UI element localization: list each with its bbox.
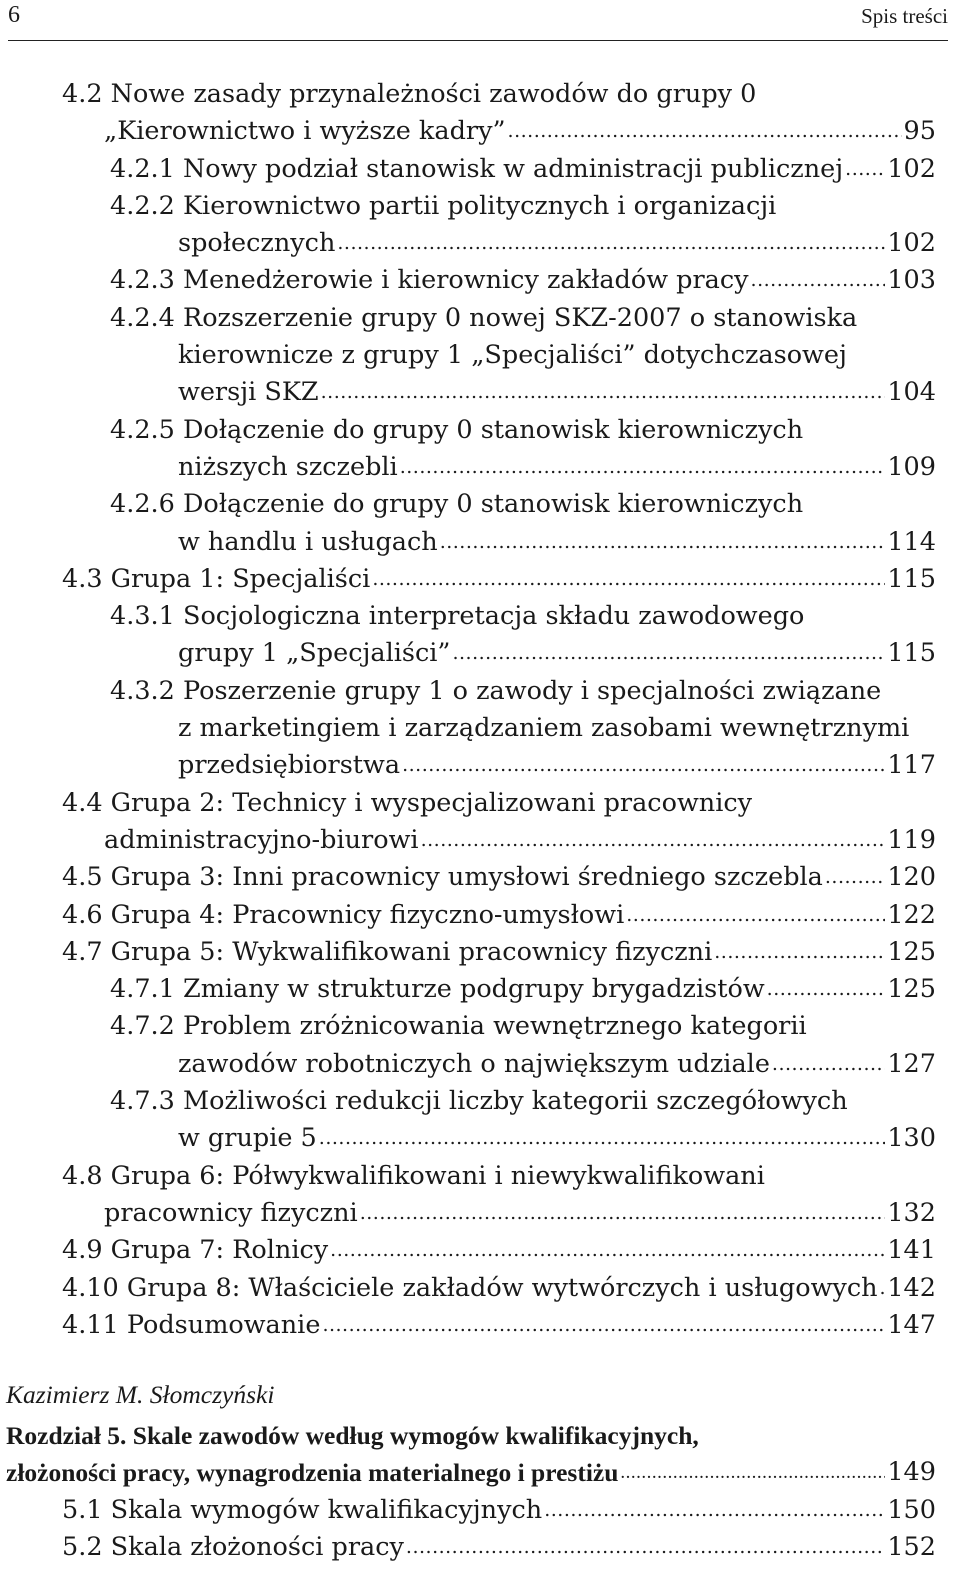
toc-entry-line bbox=[62, 1232, 960, 1269]
toc-page-number: 117 bbox=[887, 750, 936, 781]
toc-entry-line bbox=[178, 337, 960, 374]
toc-entry[interactable] bbox=[0, 188, 960, 263]
toc-entry-line bbox=[62, 897, 960, 934]
toc-entry-line bbox=[178, 710, 960, 747]
toc-entry-title: 4.7 Grupa 5: Wykwalifikowani pracownicy fizyczni bbox=[62, 936, 713, 967]
toc-entry-line bbox=[110, 412, 960, 449]
toc-entry-line bbox=[62, 1492, 960, 1529]
page-header bbox=[8, 0, 948, 41]
toc-entry-title: administracyjno-biurowi bbox=[104, 824, 419, 855]
toc-entry-line bbox=[62, 1307, 960, 1344]
toc-page-number: 115 bbox=[887, 563, 936, 594]
toc-entry-title: 4.11 Podsumowanie bbox=[62, 1309, 321, 1340]
toc-entry-line bbox=[6, 1454, 936, 1491]
toc-page-number: 141 bbox=[887, 1235, 936, 1266]
toc-leader-dots bbox=[337, 225, 885, 262]
toc-entry-title: 4.2.4 Rozszerzenie grupy 0 nowej SKZ-2007 o stanowiska bbox=[110, 302, 858, 333]
toc-leader-dots bbox=[825, 859, 885, 896]
toc-page-number: 114 bbox=[887, 526, 936, 557]
toc-entry-line bbox=[110, 971, 960, 1008]
toc-leader-dots bbox=[772, 1046, 885, 1083]
toc-leader-dots bbox=[406, 1529, 885, 1566]
toc-entry-title: 4.3.2 Poszerzenie grupy 1 o zawody i specjalności związane bbox=[110, 675, 882, 706]
toc-leader-dots bbox=[360, 1195, 886, 1232]
running-title: Spis treści bbox=[861, 4, 948, 28]
toc-entry-line bbox=[62, 859, 960, 896]
toc-entry-line bbox=[62, 561, 960, 598]
toc-entry[interactable] bbox=[0, 785, 960, 860]
toc-entry[interactable] bbox=[0, 598, 960, 673]
toc-entry-line bbox=[178, 635, 960, 672]
toc-entry-title: społecznych bbox=[178, 228, 336, 259]
toc-entry[interactable] bbox=[0, 1008, 960, 1083]
toc-entry-title: kierownicze z grupy 1 „Specjaliści” dotychczasowej bbox=[178, 340, 847, 371]
toc-entry[interactable] bbox=[0, 971, 960, 1008]
toc-entry-title: 4.7.1 Zmiany w strukturze podgrupy brygadzistów bbox=[110, 974, 765, 1005]
toc-entry-line bbox=[110, 262, 960, 299]
toc-entry-title: 4.5 Grupa 3: Inni pracownicy umysłowi średniego szczebla bbox=[62, 862, 823, 893]
toc-entry[interactable] bbox=[0, 1232, 960, 1269]
toc-entry-line bbox=[110, 673, 960, 710]
toc-entry[interactable] bbox=[0, 1529, 960, 1566]
toc-entry-title: Rozdział 5. Skale zawodów według wymogów kwalifikacyjnych, bbox=[6, 1421, 699, 1450]
toc-entry-line bbox=[178, 225, 960, 262]
toc-entry-title: z marketingiem i zarządzaniem zasobami wewnętrznymi bbox=[178, 713, 910, 744]
toc-entry-line bbox=[178, 449, 960, 486]
toc-leader-dots bbox=[322, 1307, 885, 1344]
toc-entry-title: „Kierownictwo i wyższe kadry” bbox=[104, 116, 506, 147]
toc-entry[interactable] bbox=[0, 1270, 960, 1307]
toc-entry-line bbox=[62, 1158, 960, 1195]
toc-entry-title: w handlu i usługach bbox=[178, 526, 438, 557]
toc-entry-line bbox=[104, 822, 960, 859]
toc-entry-title: wersji SKZ bbox=[178, 377, 319, 408]
toc-entry-title: 4.4 Grupa 2: Technicy i wyspecjalizowani pracownicy bbox=[62, 787, 753, 818]
toc-leader-dots bbox=[452, 635, 885, 672]
toc-leader-dots bbox=[880, 1270, 886, 1307]
toc-page-number: 102 bbox=[887, 228, 936, 259]
toc-entry-title: przedsiębiorstwa bbox=[178, 750, 401, 781]
toc-entry-title: 4.10 Grupa 8: Właściciele zakładów wytwórczych i usługowych bbox=[62, 1272, 878, 1303]
toc-entry-title: 4.9 Grupa 7: Rolnicy bbox=[62, 1235, 329, 1266]
toc-entry-line bbox=[110, 300, 960, 337]
toc-entry-line bbox=[62, 934, 960, 971]
toc-page-number: 152 bbox=[887, 1532, 936, 1563]
toc-entry-line bbox=[104, 1195, 960, 1232]
toc-page-number: 120 bbox=[887, 862, 936, 893]
toc-entry-title: złożoności pracy, wynagrodzenia materialnego i prestiżu bbox=[6, 1458, 619, 1488]
toc-entry-line bbox=[178, 524, 960, 561]
toc-leader-dots bbox=[620, 1454, 885, 1491]
table-of-contents bbox=[0, 76, 960, 1344]
toc-entry-line bbox=[62, 76, 960, 113]
toc-entry-title: 4.2 Nowe zasady przynależności zawodów do grupy 0 bbox=[62, 79, 757, 109]
toc-entry-title: 5.1 Skala wymogów kwalifikacyjnych bbox=[62, 1495, 543, 1525]
toc-page-number: 104 bbox=[887, 377, 936, 408]
toc-entry-line bbox=[6, 1417, 936, 1454]
toc-entry[interactable] bbox=[0, 1307, 960, 1344]
toc-page-number: 119 bbox=[887, 824, 936, 855]
toc-entry-title: 4.2.5 Dołączenie do grupy 0 stanowisk kierowniczych bbox=[110, 414, 804, 445]
toc-entry[interactable] bbox=[0, 1492, 960, 1529]
toc-page-number: 149 bbox=[887, 1457, 936, 1488]
toc-entry-line bbox=[62, 1529, 960, 1566]
toc-entry-title: 4.8 Grupa 6: Półwykwalifikowani i niewykwalifikowani bbox=[62, 1160, 765, 1191]
toc-entry[interactable] bbox=[0, 897, 960, 934]
toc-leader-dots bbox=[372, 561, 885, 598]
toc-entry-line bbox=[110, 1083, 960, 1120]
toc-page-number: 103 bbox=[887, 265, 936, 296]
toc-page-number: 130 bbox=[887, 1123, 936, 1154]
toc-page-number: 115 bbox=[887, 638, 936, 669]
toc-entry[interactable] bbox=[0, 151, 960, 188]
toc-leader-dots bbox=[508, 113, 902, 150]
toc-entry-line bbox=[110, 598, 960, 635]
toc-entry-title: 4.2.3 Menedżerowie i kierownicy zakładów pracy bbox=[110, 265, 749, 296]
toc-leader-dots bbox=[330, 1232, 885, 1269]
toc-entry[interactable] bbox=[0, 1158, 960, 1233]
toc-entry[interactable] bbox=[0, 561, 960, 598]
toc-leader-dots bbox=[544, 1492, 885, 1529]
toc-entry-title: 4.7.2 Problem zróżnicowania wewnętrznego kategorii bbox=[110, 1011, 807, 1042]
toc-page-number: 142 bbox=[887, 1272, 936, 1303]
toc-entry-title: grupy 1 „Specjaliści” bbox=[178, 638, 451, 669]
toc-page-number: 125 bbox=[887, 974, 936, 1005]
toc-page-number: 109 bbox=[887, 451, 936, 482]
toc-entry-line bbox=[62, 1270, 960, 1307]
toc-leader-dots bbox=[319, 1120, 886, 1157]
toc-entry[interactable] bbox=[0, 76, 960, 151]
toc-leader-dots bbox=[626, 897, 885, 934]
toc-entry-line bbox=[110, 1008, 960, 1045]
toc-entry[interactable] bbox=[0, 412, 960, 487]
toc-page-number: 102 bbox=[887, 153, 936, 184]
toc-entry[interactable] bbox=[0, 300, 960, 412]
toc-entry[interactable] bbox=[6, 1417, 936, 1492]
toc-entry[interactable] bbox=[0, 673, 960, 785]
toc-page-number: 95 bbox=[903, 116, 936, 147]
toc-entry-title: 4.2.6 Dołączenie do grupy 0 stanowisk kierowniczych bbox=[110, 489, 804, 520]
toc-leader-dots bbox=[402, 747, 885, 784]
toc-leader-dots bbox=[767, 971, 886, 1008]
chapter-heading[interactable] bbox=[6, 1417, 936, 1492]
toc-leader-dots bbox=[751, 262, 886, 299]
toc-entry[interactable] bbox=[0, 486, 960, 561]
toc-entry-line bbox=[104, 113, 960, 150]
toc-entry-line bbox=[178, 747, 960, 784]
toc-page-number: 125 bbox=[887, 936, 936, 967]
toc-entry-line bbox=[178, 1046, 960, 1083]
toc-leader-dots bbox=[845, 151, 885, 188]
toc-entry[interactable] bbox=[0, 934, 960, 971]
toc-entry-line bbox=[110, 188, 960, 225]
toc-entry-title: pracownicy fizyczni bbox=[104, 1197, 358, 1228]
toc-leader-dots bbox=[714, 934, 885, 971]
toc-entry-title: 4.2.1 Nowy podział stanowisk w administracji publicznej bbox=[110, 153, 844, 184]
toc-entry-title: 4.2.2 Kierownictwo partii politycznych i organizacji bbox=[110, 190, 777, 221]
toc-page-number: 127 bbox=[887, 1048, 936, 1079]
toc-entry-title: 4.6 Grupa 4: Pracownicy fizyczno-umysłowi bbox=[62, 899, 625, 930]
toc-page-number: 122 bbox=[887, 899, 936, 930]
toc-leader-dots bbox=[440, 524, 886, 561]
toc-entry-title: 5.2 Skala złożoności pracy bbox=[62, 1532, 404, 1563]
toc-page-number: 147 bbox=[887, 1309, 936, 1340]
toc-entry[interactable] bbox=[0, 859, 960, 896]
chapter-author: Kazimierz M. Słomczyński bbox=[6, 1380, 275, 1409]
toc-leader-dots bbox=[400, 449, 886, 486]
toc-page-number: 150 bbox=[887, 1495, 936, 1525]
table-of-contents-chapter-5 bbox=[0, 1492, 960, 1567]
toc-entry-title: zawodów robotniczych o największym udziale bbox=[178, 1048, 770, 1079]
toc-entry-title: 4.7.3 Możliwości redukcji liczby kategorii szczegółowych bbox=[110, 1086, 848, 1117]
toc-entry-line bbox=[110, 486, 960, 523]
toc-entry-line bbox=[110, 151, 960, 188]
toc-entry-title: w grupie 5 bbox=[178, 1123, 317, 1154]
page-number: 6 bbox=[8, 2, 20, 28]
toc-leader-dots bbox=[421, 822, 886, 859]
toc-page-number: 132 bbox=[887, 1197, 936, 1228]
toc-entry-title: niższych szczebli bbox=[178, 451, 398, 482]
toc-entry[interactable] bbox=[0, 1083, 960, 1158]
toc-entry-title: 4.3.1 Socjologiczna interpretacja składu zawodowego bbox=[110, 601, 805, 632]
toc-entry-title: 4.3 Grupa 1: Specjaliści bbox=[62, 563, 371, 594]
toc-leader-dots bbox=[321, 374, 886, 411]
toc-entry-line bbox=[178, 1120, 960, 1157]
toc-entry-line bbox=[178, 374, 960, 411]
toc-entry-line bbox=[62, 785, 960, 822]
toc-entry[interactable] bbox=[0, 262, 960, 299]
